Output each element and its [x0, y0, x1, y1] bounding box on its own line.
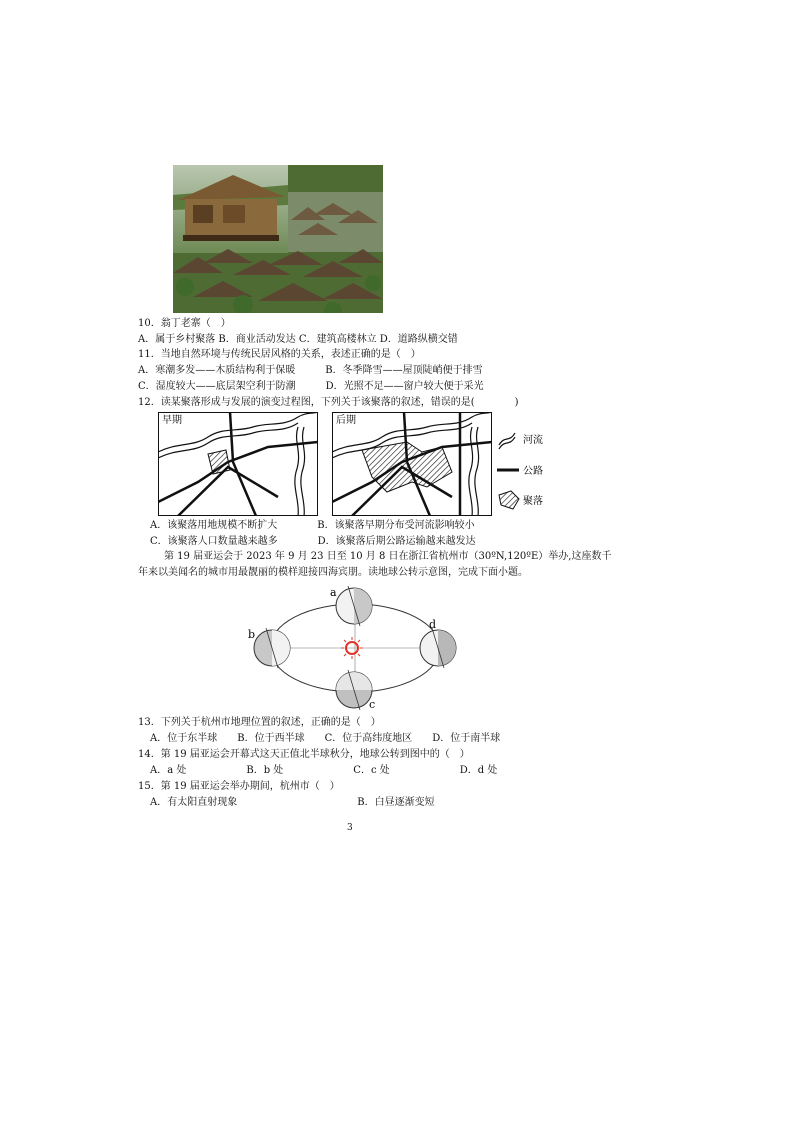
label-b: b: [248, 628, 256, 641]
map-early-label: 早期: [162, 415, 182, 426]
map-late: [332, 412, 492, 516]
q13-options: A．位于东半球 B．位于西半球 C．位于高纬度地区 D．位于南半球: [150, 733, 501, 744]
q10-stem: 10．翁丁老寨（ ）: [138, 318, 231, 329]
earth-a-icon: [336, 586, 372, 626]
q12-options-row2: C．该聚落人口数量越来越多 D．该聚落后期公路运输越来越发达: [150, 536, 476, 547]
q12-options-row1: A．该聚落用地规模不断扩大 B．该聚落早期分布受河流影响较小: [150, 520, 475, 531]
earth-b-icon: [254, 628, 290, 668]
page-number: 3: [347, 823, 353, 833]
intro-line1: 第 19 届亚运会于 2023 年 9 月 23 日至 10 月 8 日在浙江省杭州市（30ºN,120ºE）举办,这座数千: [164, 551, 612, 562]
map-early: [158, 412, 318, 516]
q15-stem: 15．第 19 届亚运会举办期间，杭州市（ ）: [138, 781, 340, 792]
earth-c-icon: [336, 670, 372, 710]
earth-d-icon: [420, 628, 456, 668]
q11-options-row1: A．寒潮多发——木质结构利于保暖 B．冬季降雪——屋顶陡峭便于排雪: [138, 365, 483, 376]
label-d: d: [429, 618, 437, 631]
settlement-symbol-icon: [499, 491, 519, 509]
legend-settlement-label: 聚落: [523, 496, 543, 507]
label-a: a: [330, 586, 337, 599]
q11-stem: 11．当地自然环境与传统民居风格的关系，表述正确的是（ ）: [138, 349, 421, 360]
q11-options-row2: C．湿度较大——底层架空利于防潮 D．光照不足——窗户较大便于采光: [138, 381, 484, 392]
q13-stem: 13．下列关于杭州市地理位置的叙述，正确的是（ ）: [138, 717, 381, 728]
q14-stem: 14．第 19 届亚运会开幕式这天正值北半球秋分，地球公转到图中的（ ）: [138, 749, 470, 760]
q14-options: A．a 处 B．b 处 C．c 处 D．d 处: [150, 765, 498, 776]
map-legend: [495, 425, 565, 515]
q10-options: A．属于乡村聚落 B．商业活动发达 C．建筑高楼林立 D．道路纵横交错: [138, 334, 458, 345]
q15-options: A．有太阳直射现象 B．白昼逐渐变短: [150, 797, 435, 808]
earth-revolution-diagram: [245, 582, 465, 714]
legend-river-label: 河流: [523, 435, 543, 446]
legend-road-label: 公路: [523, 466, 543, 477]
map-late-label: 后期: [336, 415, 356, 426]
q12-stem: 12．读某聚落形成与发展的演变过程图，下列关于该聚落的叙述，错误的是( ): [138, 397, 519, 408]
village-photo: [173, 165, 383, 313]
label-c: c: [369, 698, 376, 711]
intro-line2: 年来以美闻名的城市用最靓丽的模样迎接四海宾朋。读地球公转示意图，完成下面小题。: [138, 567, 528, 578]
